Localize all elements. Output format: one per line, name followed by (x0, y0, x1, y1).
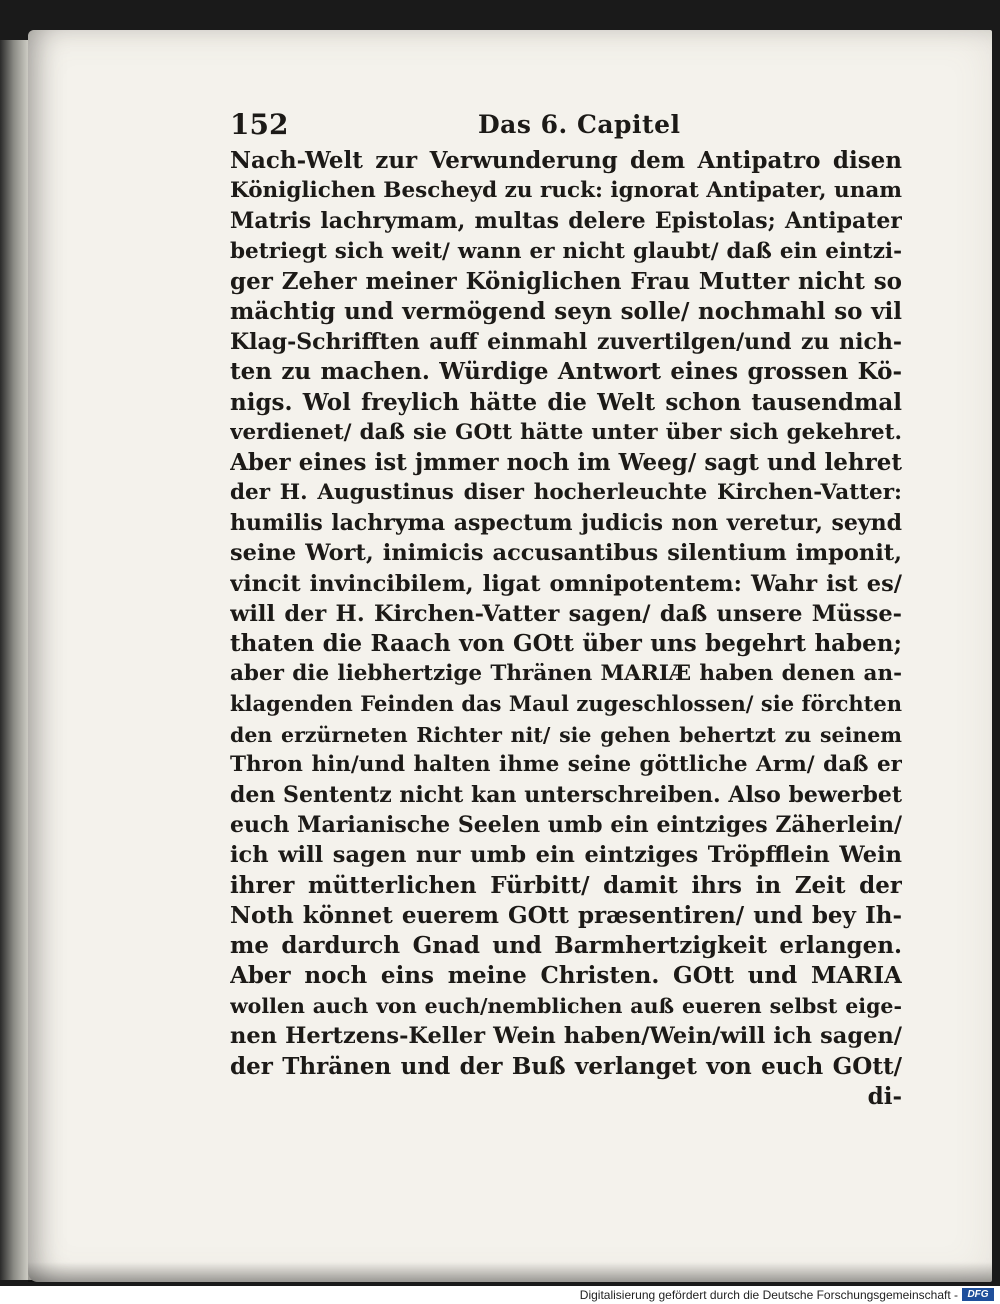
text-line: Aber eines ist jmmer noch im Weeg/ sagt und lehret (230, 448, 902, 476)
page-shadow (28, 1262, 992, 1282)
text-line: will der H. Kirchen-Vatter sagen/ daß unsere Müsse- (230, 600, 902, 627)
text-line: betriegt sich weit/ wann er nicht glaubt/ daß ein eintzi- (230, 238, 902, 264)
text-line: seine Wort, inimicis accusantibus silentium imponit, (230, 540, 902, 567)
text-line: Nach-Welt zur Verwunderung dem Antipatro disen (230, 147, 902, 174)
text-line: nen Hertzens-Keller Wein haben/Wein/will ich sagen/ (230, 1023, 902, 1050)
dfg-logo: DFG (962, 1288, 994, 1301)
text-line: ger Zeher meiner Königlichen Frau Mutter nicht so (230, 267, 902, 295)
text-line: nigs. Wol freylich hätte die Welt schon tausendmal (230, 388, 902, 416)
text-line: Aber noch eins meine Christen. GOtt und MARIA (230, 962, 902, 990)
digitization-footer (0, 1286, 1000, 1304)
text-line: Thron hin/und halten ihme seine göttliche Arm/ daß er (230, 751, 902, 777)
text-line: Matris lachrymam, multas delere Epistolas; Antipater (230, 208, 902, 235)
text-line: ihrer mütterlichen Fürbitt/ damit ihrs in Zeit der (230, 871, 902, 899)
text-line: Noth könnet euerem GOtt præsentiren/ und bey Ih- (230, 901, 902, 929)
body-text (230, 146, 902, 1112)
text-line: verdienet/ daß sie GOtt hätte unter über sich gekehret. (230, 419, 902, 445)
text-line: vincit invincibilem, ligat omnipotentem: Wahr ist es/ (230, 570, 902, 597)
text-line: den erzürneten Richter nit/ sie gehen behertzt zu seinem (230, 722, 902, 747)
text-line: wollen auch von euch/nemblichen auß eueren selbst eige- (230, 994, 902, 1019)
running-head: Das 6. Capitel (478, 110, 681, 139)
footer-credit: Digitalisierung gefördert durch die Deutsche Forschungsgemeinschaft - (579, 1288, 958, 1302)
text-line: euch Marianische Seelen umb ein eintziges Zäherlein/ (230, 812, 902, 839)
text-line: Klag-Schrifften auff einmahl zuvertilgen/und zu nich- (230, 329, 902, 356)
text-line: ich will sagen nur umb ein eintziges Tröpfflein Wein (230, 842, 902, 869)
text-line: ten zu machen. Würdige Antwort eines grossen Kö- (230, 358, 902, 386)
text-line: der H. Augustinus diser hocherleuchte Kirchen-Vatter: (230, 480, 902, 506)
text-line: thaten die Raach von GOtt über uns begehrt haben; (230, 630, 902, 657)
text-line: mächtig und vermögend seyn solle/ nochmahl so vil (230, 297, 902, 325)
text-line: humilis lachryma aspectum judicis non veretur, seynd (230, 510, 902, 537)
text-line: aber die liebhertzige Thränen MARIÆ haben denen an- (230, 661, 902, 687)
text-line: Königlichen Bescheyd zu ruck: ignorat Antipater, unam (230, 178, 902, 204)
text-line: der Thränen und der Buß verlanget von euch GOtt/ (230, 1052, 902, 1080)
page-header (230, 108, 890, 148)
catchword: di- (867, 1082, 902, 1110)
text-line: me dardurch Gnad und Barmhertzigkeit erlangen. (230, 931, 902, 959)
page-number: 152 (230, 108, 289, 141)
text-line: klagenden Feinden das Maul zugeschlossen/ sie förchten (230, 691, 902, 717)
text-line: den Sententz nicht kan unterschreiben. Also bewerbet (230, 781, 902, 808)
